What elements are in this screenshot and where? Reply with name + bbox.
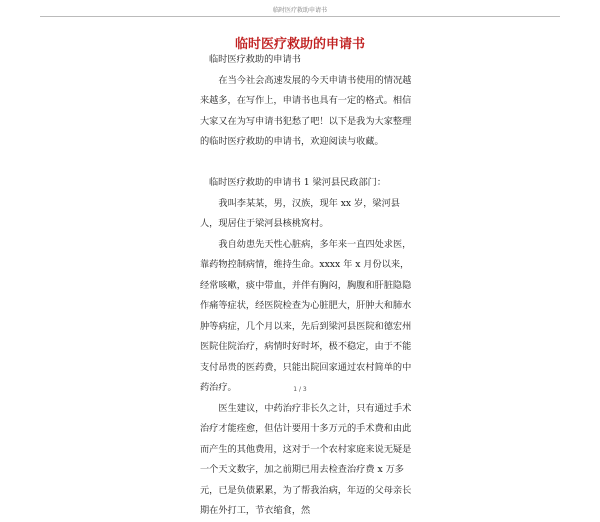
page-header: 临时医疗救助申请书 <box>272 7 327 14</box>
document-body <box>200 50 412 522</box>
header-divider <box>40 16 560 17</box>
document-title: 临时医疗救助的申请书 <box>234 37 365 52</box>
page-number: 1 / 3 <box>293 386 307 393</box>
body-paragraph: 医生建议，中药治疗非长久之计，只有通过手术治疗才能痊愈，但估计要用十多万元的手术费和由此而产生的其他费用，这对于一个农村家庭来说无疑是一个天文数字，加之前期已用去检查治疗费 x 万多元，已是负债累累，为了帮我治病，年迈的父母亲长期在外打工，节衣缩食，然 <box>200 402 412 516</box>
body-paragraph: 我叫李某某，男，汉族，现年 xx 岁，梁河县人，现居住于梁河县核桃窝村。 <box>200 197 400 229</box>
document-subtitle: 临时医疗救助的申请书 <box>209 54 301 65</box>
letter-heading: 临时医疗救助的申请书 1 梁河县民政部门： <box>209 177 387 188</box>
intro-paragraph: 在当今社会高速发展的今天申请书使用的情况越来越多，在写作上，申请书也具有一定的格式。相信大家又在为写申请书犯愁了吧！以下是我为大家整理的临时医疗救助的申请书，欢迎阅读与收藏。 <box>200 74 412 147</box>
body-paragraph: 我自幼患先天性心脏病，多年来一直四处求医，靠药物控制病情，维持生命。xxxx 年 x 月份以来，经常咳嗽，痰中带血，并伴有胸闷，胸腹和肝脏隐隐作痛等症状，经医院检查为心脏肥大，肝肿大和肺水肿等病症，几个月以来，先后到梁河县医院和德宏州医院住院治疗，病情时好时坏，极不稳定，由于不能支付昂贵的医药费，只能出院回家通过农村简单的中药治疗。 <box>200 238 412 393</box>
paragraph-spacer <box>200 153 412 174</box>
